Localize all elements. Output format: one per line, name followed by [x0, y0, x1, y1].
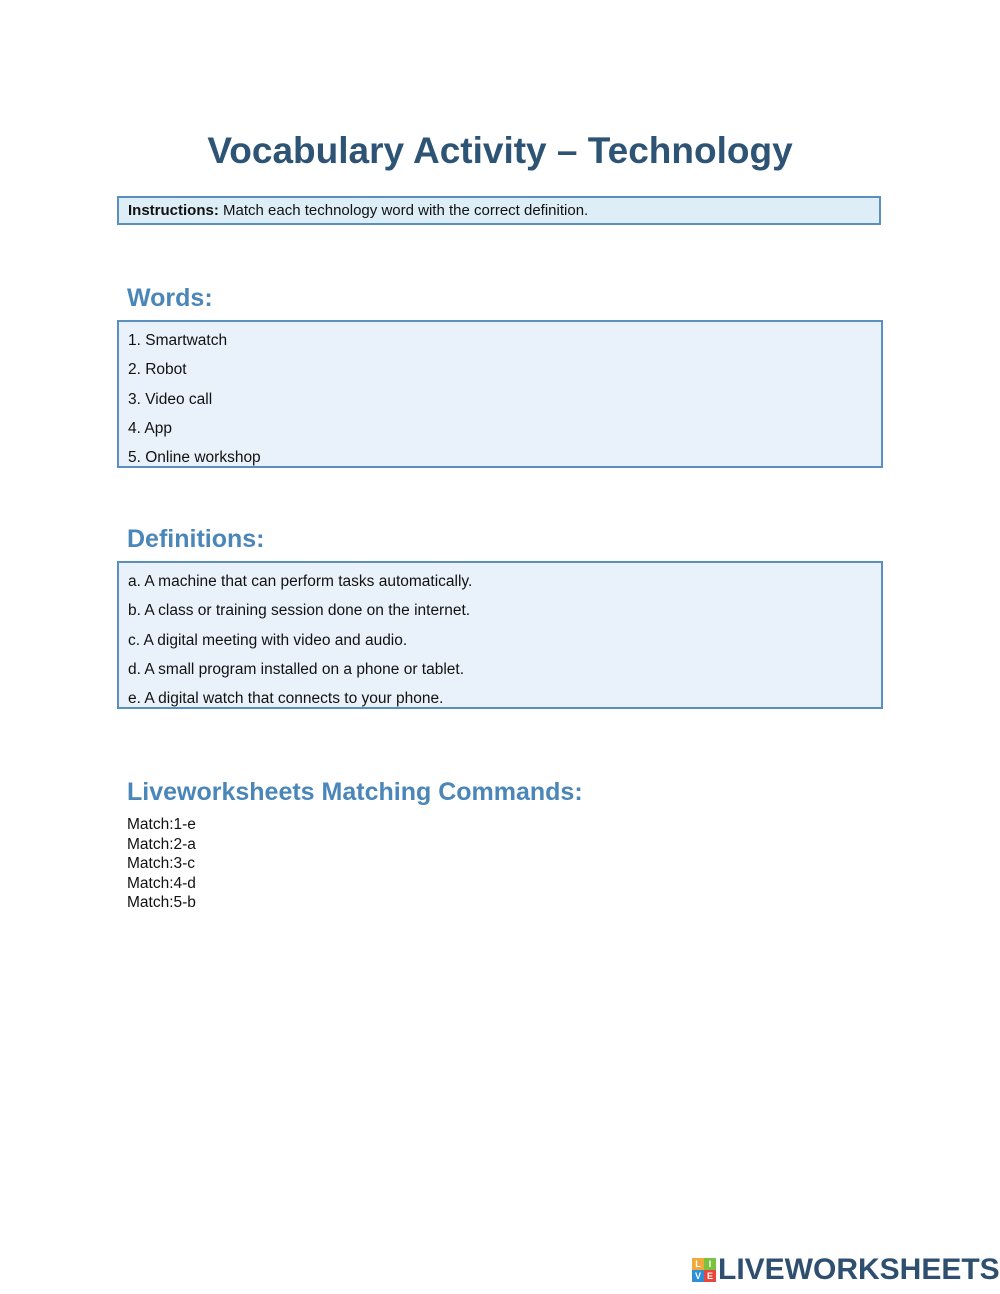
definition-item: d. A small program installed on a phone or tablet. [128, 660, 465, 678]
logo-tile: I [704, 1258, 716, 1270]
word-item: 5. Online workshop [128, 449, 261, 467]
logo-tile: L [692, 1258, 704, 1270]
word-item: 1. Smartwatch [128, 332, 228, 349]
definitions-list [117, 561, 883, 709]
command-item: Match:5-b [127, 894, 196, 911]
commands-heading: Liveworksheets Matching Commands: [127, 778, 583, 806]
word-item: 2. Robot [128, 361, 187, 379]
commands-list [127, 815, 196, 913]
command-item: Match:1-e [127, 816, 196, 833]
definition-item: a. A machine that can perform tasks automatically. [128, 573, 473, 590]
definition-item: b. A class or training session done on the internet. [128, 602, 471, 620]
logo-tile: V [692, 1270, 704, 1282]
definition-item: e. A digital watch that connects to your phone. [128, 690, 444, 708]
instructions-label: Instructions: [128, 202, 219, 219]
instructions-box [117, 196, 881, 225]
words-heading: Words: [127, 284, 213, 312]
liveworksheets-logo [692, 1253, 1000, 1287]
logo-tile: E [704, 1270, 716, 1282]
command-item: Match:2-a [127, 835, 196, 853]
page-title: Vocabulary Activity – Technology [207, 130, 793, 171]
command-item: Match:3-c [127, 855, 196, 872]
words-list [117, 320, 883, 468]
word-item: 3. Video call [128, 390, 213, 408]
live-logo-icon [692, 1258, 716, 1282]
instructions-text: Match each technology word with the correct definition. [223, 202, 589, 219]
logo-text: LIVEWORKSHEETS [718, 1253, 1000, 1286]
word-item: 4. App [128, 419, 172, 437]
definition-item: c. A digital meeting with video and audio. [128, 631, 408, 649]
command-item: Match:4-d [127, 874, 196, 892]
definitions-heading: Definitions: [127, 525, 265, 553]
